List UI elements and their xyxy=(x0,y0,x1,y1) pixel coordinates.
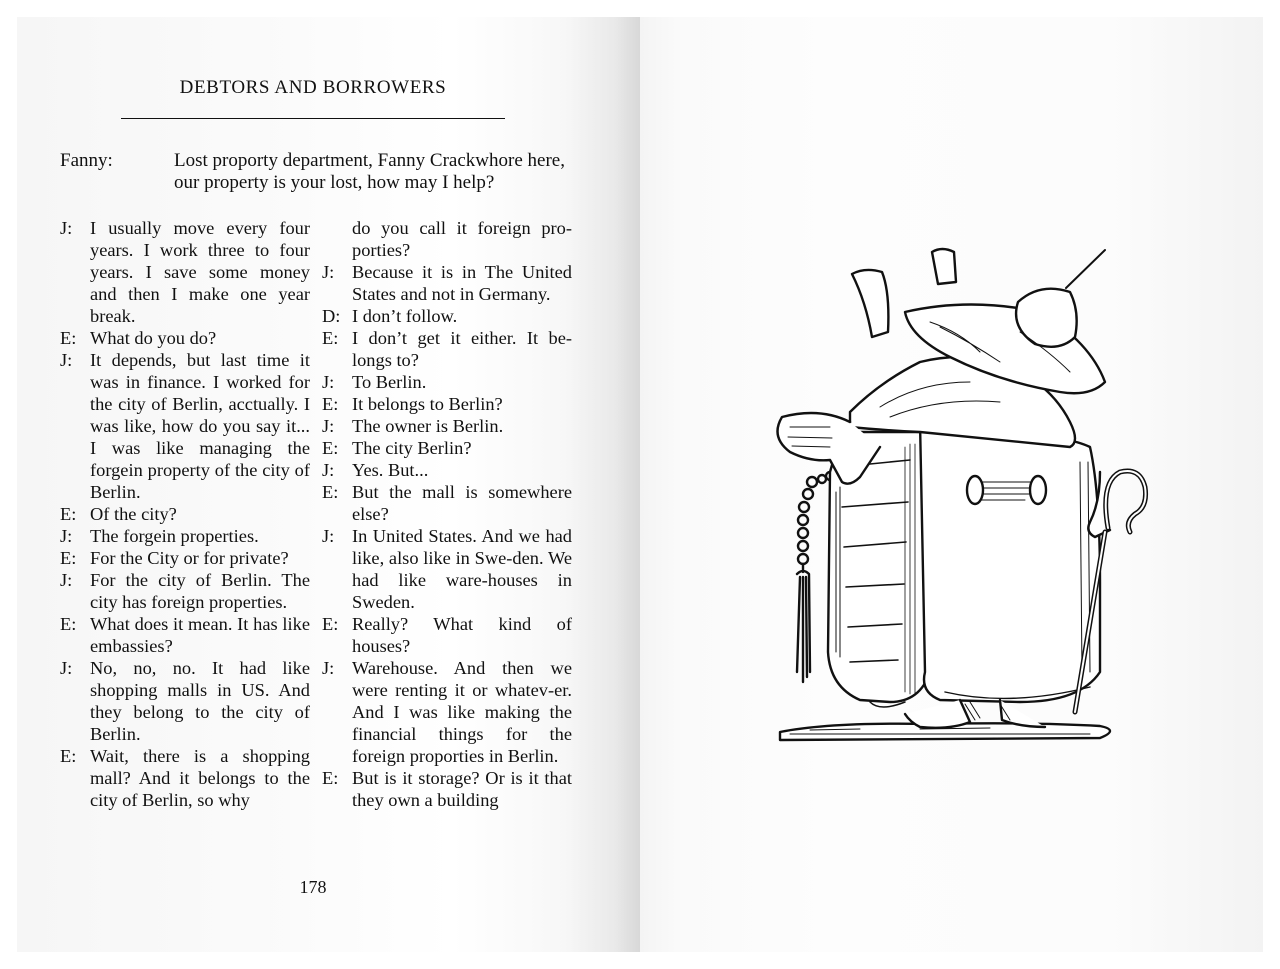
dialogue-text: Lost proporty department, Fanny Crackwhore here, our property is your lost, how may I help? xyxy=(174,150,565,193)
speaker-label: Fanny: xyxy=(60,150,113,171)
dialogue-text: But the mall is somewhere else? xyxy=(352,482,572,524)
speaker-label: E: xyxy=(322,482,339,502)
dialogue-text: I don’t follow. xyxy=(352,306,458,326)
speaker-label: J: xyxy=(60,526,73,546)
woodcut-illustration xyxy=(770,232,1150,752)
dialogue-entry xyxy=(322,393,572,415)
dialogue-text: For the city of Berlin. The city has foreign properties. xyxy=(90,570,310,612)
speaker-label: E: xyxy=(60,504,77,524)
dialogue-text: In United States. And we had like, also like in Swe-den. We had like ware-houses in Sweden. xyxy=(352,526,572,612)
dialogue-entry xyxy=(322,437,572,459)
dialogue-text: For the City or for private? xyxy=(90,548,289,568)
dialogue-text: But is it storage? Or is it that they own a building xyxy=(352,768,572,810)
speaker-label: E: xyxy=(322,438,339,458)
dialogue-entry xyxy=(60,613,310,657)
speaker-label: J: xyxy=(322,262,335,282)
dialogue-entry xyxy=(60,569,310,613)
speaker-label: E: xyxy=(322,768,339,788)
dialogue-text: Really? What kind of houses? xyxy=(352,614,572,656)
dialogue-entry xyxy=(322,767,572,811)
dialogue-entry xyxy=(322,371,572,393)
dialogue-text: It belongs to Berlin? xyxy=(352,394,503,414)
speaker-label: D: xyxy=(322,306,341,326)
text-column-2 xyxy=(322,217,572,811)
speaker-label: J: xyxy=(322,372,335,392)
page-number: 178 xyxy=(299,877,327,897)
dialogue-text: Warehouse. And then we were renting it or whatev-er. And I was like making the financial things for the foreign proporties in Berlin. xyxy=(352,658,572,766)
dialogue-entry xyxy=(322,613,572,657)
dialogue-entry xyxy=(60,745,310,811)
dialogue-entry xyxy=(322,525,572,613)
dialogue-text: The forgein properties. xyxy=(90,526,259,546)
speaker-label: J: xyxy=(60,658,73,678)
dialogue-text: Yes. But... xyxy=(352,460,429,480)
dialogue-entry xyxy=(322,657,572,767)
speaker-label: E: xyxy=(60,746,77,766)
dialogue-entry xyxy=(322,415,572,437)
header-rule xyxy=(121,118,505,119)
speaker-label: J: xyxy=(322,460,335,480)
speaker-label: E: xyxy=(322,328,339,348)
dialogue-entry xyxy=(60,503,310,525)
speaker-label: J: xyxy=(60,218,73,238)
speaker-label: J: xyxy=(60,350,73,370)
dialogue-entry xyxy=(322,459,572,481)
dialogue-text: do you call it foreign pro-porties? xyxy=(352,218,572,260)
dialogue-entry xyxy=(322,481,572,525)
speaker-label: E: xyxy=(60,328,77,348)
dialogue-text: The owner is Berlin. xyxy=(352,416,504,436)
dialogue-entry xyxy=(322,327,572,371)
speaker-label: E: xyxy=(60,548,77,568)
right-page xyxy=(640,17,1263,952)
speaker-label: J: xyxy=(60,570,73,590)
dialogue-entry xyxy=(60,349,310,503)
text-column-1 xyxy=(60,217,310,811)
speaker-label: E: xyxy=(60,614,77,634)
speaker-label: J: xyxy=(322,526,335,546)
dialogue-text: No, no, no. It had like shopping malls in US. And they belong to the city of Berlin. xyxy=(90,658,310,744)
dialogue-text: What does it mean. It has like embassies? xyxy=(90,614,310,656)
dialogue-continuation xyxy=(322,217,572,261)
dialogue-entry xyxy=(60,525,310,547)
dialogue-text: The city Berlin? xyxy=(352,438,472,458)
dialogue-text: What do you do? xyxy=(90,328,217,348)
dialogue-text: Of the city? xyxy=(90,504,177,524)
dialogue-text: Wait, there is a shopping mall? And it belongs to the city of Berlin, so why xyxy=(90,746,310,810)
dialogue-entry xyxy=(60,657,310,745)
dialogue-entry xyxy=(60,217,310,327)
dialogue-text: I usually move every four years. I work three to four years. I save some money and then I make one year break. xyxy=(90,218,310,326)
dialogue-entry xyxy=(322,261,572,305)
dialogue-text: To Berlin. xyxy=(352,372,427,392)
dialogue-entry xyxy=(60,547,310,569)
dialogue-entry xyxy=(322,305,572,327)
dialogue-text: Because it is in The United States and not in Germany. xyxy=(352,262,572,304)
speaker-label: J: xyxy=(322,658,335,678)
dialogue-text: I don’t get it either. It be-longs to? xyxy=(352,328,572,370)
speaker-label: E: xyxy=(322,614,339,634)
dialogue-entry xyxy=(60,327,310,349)
running-head: DEBTORS AND BORROWERS xyxy=(179,77,447,98)
speaker-label: J: xyxy=(322,416,335,436)
speaker-label: E: xyxy=(322,394,339,414)
left-page xyxy=(17,17,640,952)
dialogue-text: It depends, but last time it was in finance. I worked for the city of Berlin, acctually. I was like, how do you say it... I was like managing the forgein property of the city of Berlin. xyxy=(90,350,310,502)
